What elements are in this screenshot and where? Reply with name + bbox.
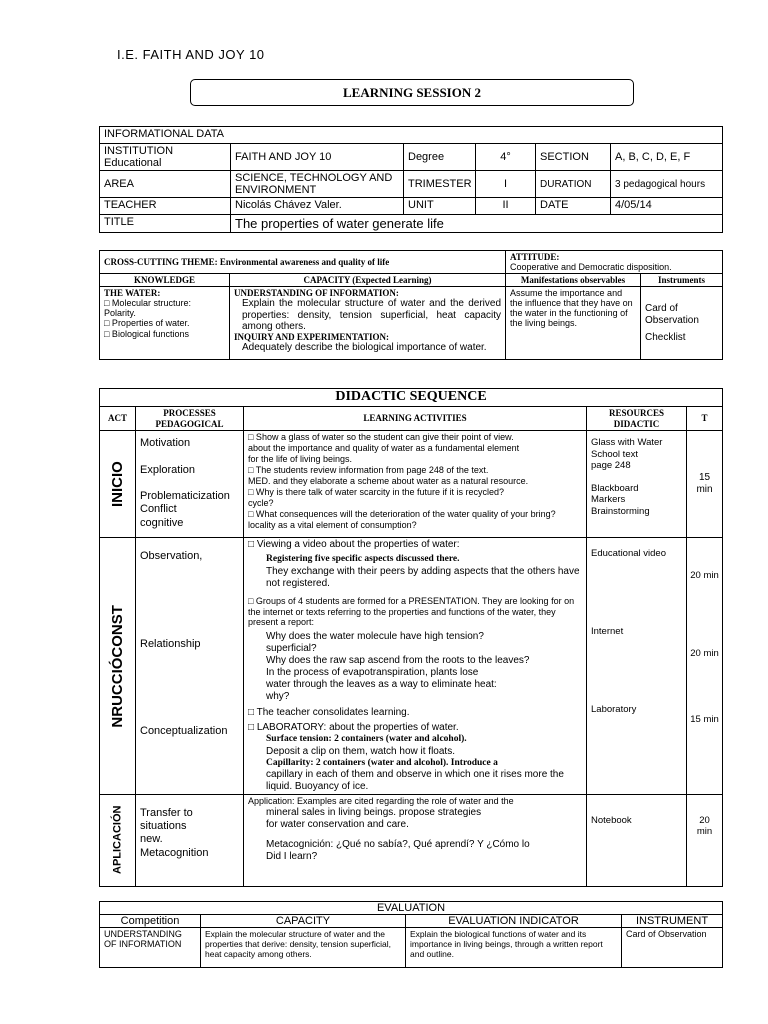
indicator-header: EVALUATION INDICATOR: [406, 915, 622, 928]
aplicacion-time: 20 min: [687, 794, 723, 886]
competition-header: Competition: [100, 915, 201, 928]
teacher-value: Nicolás Chávez Valer.: [231, 198, 404, 215]
activity-capillarity-bold: Capillarity: 2 containers (water and alcohol). Introduce a: [266, 757, 498, 768]
inicio-resources: Glass with Water School text page 248 Blackboard Markers Brainstorming: [587, 431, 687, 538]
manifest-text: Assume the importance and the influence that they have on the water in the functioning of the living beings.: [506, 287, 641, 360]
unit-value: II: [476, 198, 536, 215]
activity-groups: □ Groups of 4 students are formed for a PRESENTATION. They are looking for on the internet or texts referring to the properties and functions of the water, they present a report:: [248, 595, 575, 628]
instrument-header: INSTRUMENT: [622, 915, 723, 928]
knowledge-cell: [100, 287, 230, 360]
instruments-cell: [641, 287, 723, 360]
act-inicio: INICIO: [100, 431, 136, 538]
activity-video: □ Viewing a video about the properties of water:: [248, 539, 460, 551]
inicio-processes: Motivation Exploration Problematicization Conflict cognitive: [136, 431, 244, 538]
activities-header: LEARNING ACTIVITIES: [244, 406, 587, 431]
attitude-value: Cooperative and Democratic disposition.: [510, 262, 672, 273]
const-time: [687, 538, 723, 795]
date-label: DATE: [536, 198, 611, 215]
teacher-label: TEACHER: [100, 198, 231, 215]
didactic-title: DIDACTIC SEQUENCE: [100, 389, 723, 407]
capacity-understanding-text: Explain the molecular structure of water and the derived properties: density, tension superficial, heat capacity among others.: [242, 298, 502, 332]
capacity-inquiry-text: Adequately describe the biological importance of water.: [242, 341, 487, 353]
evaluation-table: [99, 901, 723, 968]
const-processes: [136, 538, 244, 795]
instruments-header: Instruments: [641, 274, 723, 287]
school-name: I.E. FAITH AND JOY 10: [117, 47, 265, 62]
indicator-value: Explain the biological functions of water and its importance in living beings, through a written report and outline.: [406, 928, 622, 968]
title-label: TITLE: [100, 215, 231, 233]
knowledge-header: KNOWLEDGE: [100, 274, 230, 287]
activity-tension-bold: Surface tension: 2 containers (water and alcohol).: [266, 734, 467, 745]
unit-label: UNIT: [404, 198, 476, 215]
institution-value: FAITH AND JOY 10: [231, 144, 404, 171]
aplicacion-resources: Notebook: [587, 794, 687, 886]
capacity-eval-value: Explain the molecular structure of water and the properties that derive: density, tension superficial, heat capacity among others.: [201, 928, 406, 968]
const-resources: [587, 538, 687, 795]
act-header: ACT: [100, 406, 136, 431]
trimester-label: TRIMESTER: [404, 171, 476, 198]
capacity-inquiry-title: INQUIRY AND EXPERIMENTATION:: [234, 331, 390, 342]
date-value: 4/05/14: [611, 198, 723, 215]
capacity-understanding-title: UNDERSTANDING OF INFORMATION:: [234, 288, 399, 299]
instrument-checklist: Checklist: [645, 331, 686, 343]
resources-header: RESOURCES DIDACTIC: [587, 406, 687, 431]
instrument-observation: Card of Observation: [645, 303, 699, 326]
const-time-3: 15 min: [690, 714, 719, 726]
informational-data-table: [99, 126, 723, 233]
duration-value: 3 pedagogical hours: [611, 171, 723, 198]
degree-value: 4°: [476, 144, 536, 171]
activity-metacognition: Metacognición: ¿Qué no sabía?, Qué aprendí? Y ¿Cómo lo Did I learn?: [266, 838, 530, 862]
activity-capillarity-text: capillary in each of them and observe in which one it rises more the liquid. Buoyancy of ice.: [266, 768, 564, 792]
section-value: A, B, C, D, E, F: [611, 144, 723, 171]
knowledge-items: □ Molecular structure: Polarity. □ Properties of water. □ Biological functions: [104, 298, 191, 339]
inicio-time: 15 min: [687, 431, 723, 538]
attitude-cell: [506, 251, 723, 274]
trimester-value: I: [476, 171, 536, 198]
knowledge-title: THE WATER:: [104, 288, 161, 299]
const-time-2: 20 min: [690, 648, 719, 660]
activity-tension-text: Deposit a clip on them, watch how it floats.: [266, 745, 455, 757]
capacity-cell: [230, 287, 506, 360]
institution-label: INSTITUTION Educational: [100, 144, 231, 171]
manifest-header: Manifestations observables: [506, 274, 641, 287]
didactic-sequence-table: [99, 388, 723, 887]
section-label: SECTION: [536, 144, 611, 171]
activity-lab: □ LABORATORY: about the properties of water.: [248, 722, 459, 734]
processes-header: PROCESSES PEDAGOGICAL: [136, 406, 244, 431]
instrument-value: Card of Observation: [622, 928, 723, 968]
resource-internet: Internet: [591, 626, 624, 638]
resource-lab: Laboratory: [591, 704, 637, 716]
title-value: The properties of water generate life: [231, 215, 723, 233]
info-header: INFORMATIONAL DATA: [100, 127, 723, 144]
activity-questions: Why does the water molecule have high tension? superficial? Why does the raw sap ascend from the roots to the leaves? In the process of evapotranspiration, plants lose water through the leaves as a way to eliminate heat: why?: [266, 631, 530, 703]
activity-application-2: mineral sales in living beings. propose strategies for water conservation and care.: [266, 806, 482, 830]
duration-label: DURATION: [536, 171, 611, 198]
activity-video-text: They exchange with their peers by adding aspects that the others have not registered.: [266, 565, 580, 589]
process-observation: Observation,: [140, 550, 203, 563]
area-label: AREA: [100, 171, 231, 198]
capacity-header: CAPACITY (Expected Learning): [230, 274, 506, 287]
attitude-label: ATTITUDE:: [510, 252, 560, 262]
cross-cutting-table: [99, 250, 723, 360]
process-relationship: Relationship: [140, 638, 201, 651]
const-activities: [244, 538, 587, 795]
capacity-eval-header: CAPACITY: [201, 915, 406, 928]
activity-video-bold: Registering five specific aspects discussed there.: [266, 554, 460, 565]
evaluation-title: EVALUATION: [100, 902, 723, 915]
aplicacion-processes: Transfer to situations new. Metacognition: [136, 794, 244, 886]
activity-consolidate: □ The teacher consolidates learning.: [248, 707, 410, 719]
time-header: T: [687, 406, 723, 431]
session-title: LEARNING SESSION 2: [190, 79, 634, 106]
degree-label: Degree: [404, 144, 476, 171]
aplicacion-activities: [244, 794, 587, 886]
area-value: SCIENCE, TECHNOLOGY AND ENVIRONMENT: [231, 171, 404, 198]
process-conceptualization: Conceptualization: [140, 725, 228, 738]
resource-video: Educational video: [591, 548, 666, 560]
cross-cutting-theme: CROSS-CUTTING THEME: Environmental awareness and quality of life: [100, 251, 506, 274]
activity-application: Application: Examples are cited regarding the role of water and the: [248, 795, 514, 806]
const-time-1: 20 min: [690, 570, 719, 582]
inicio-activities: □ Show a glass of water so the student can give their point of view. about the importance and quality of water as a fundamental element for the life of living beings. □ The students review information from page 248 of the text. MED. and they elaborate a scheme about water as a natural resource. □ Why is there talk of water scarcity in the future if it is recycled? cycle? □ What consequences will the deterioration of the water quality of your bring? locality as a vital element of consumption?: [244, 431, 587, 538]
act-construccion: NRUCCIÓCONST: [100, 538, 136, 795]
act-aplicacion: APLICACIÓN: [100, 794, 136, 886]
competition-value: UNDERSTANDING OF INFORMATION: [100, 928, 201, 968]
